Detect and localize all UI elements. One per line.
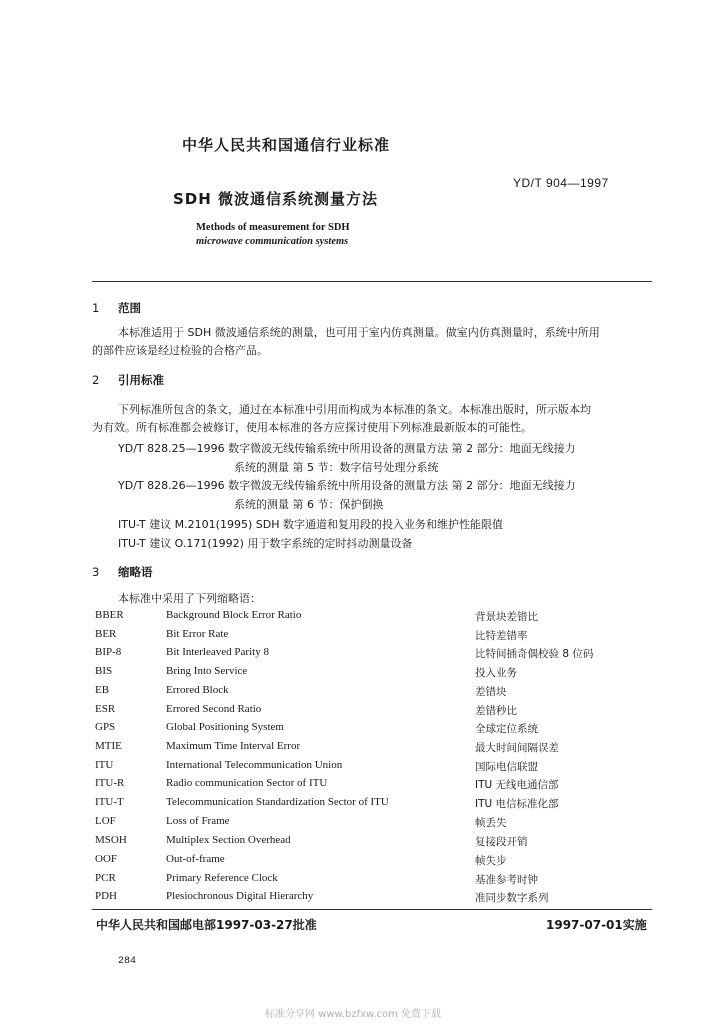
english-term: Multiplex Section Overhead (166, 834, 291, 846)
watermark: 标准分享网 www.bzfxw.com 免费下载 (265, 1009, 441, 1020)
section-2-heading (92, 372, 164, 388)
table-row (95, 609, 655, 627)
chinese-term: 帧失步 (475, 855, 507, 867)
reference-itu-m2101: ITU-T 建议 M.2101(1995) SDH 数字通道和复用段的投入业务和维护性能限值 (118, 518, 503, 531)
table-row (95, 703, 655, 721)
abbreviations-intro: 本标准中采用了下列缩略语： (118, 592, 261, 605)
chinese-term: 帧丢失 (475, 817, 507, 829)
section-title: 引用标准 (118, 373, 164, 387)
chinese-term: 比特间插奇偶校验 8 位码 (475, 648, 594, 660)
chinese-term: 国际电信联盟 (475, 761, 538, 773)
section-1-paragraph-line-1: 本标准适用于 SDH 微波通信系统的测量，也可用于室内仿真测量。做室内仿真测量时，系统中所用 (118, 326, 600, 339)
english-term: Primary Reference Clock (166, 872, 278, 884)
reference-2-line-2: 系统的测量 第 6 节：保护倒换 (234, 498, 384, 511)
english-term: Errored Block (166, 684, 229, 696)
english-term: Telecommunication Standardization Sector of ITU (166, 796, 389, 808)
abbreviation: ITU (95, 759, 114, 771)
abbreviation: OOF (95, 853, 118, 865)
chinese-term: 准同步数字系列 (475, 892, 549, 904)
section-number: 2 (92, 373, 100, 387)
abbreviation: BIP-8 (95, 646, 122, 658)
table-row (95, 759, 655, 777)
implementation-date: 1997-07-01实施 (546, 918, 647, 932)
english-title-line-2: microwave communication systems (196, 236, 349, 247)
english-term: Global Positioning System (166, 721, 284, 733)
english-term: Radio communication Sector of ITU (166, 777, 328, 789)
section-number: 1 (92, 301, 100, 315)
english-term: Background Block Error Ratio (166, 609, 302, 621)
abbreviation: MTIE (95, 740, 122, 752)
english-term: Bit Interleaved Parity 8 (166, 646, 269, 658)
english-term: Maximum Time Interval Error (166, 740, 301, 752)
table-row (95, 740, 655, 758)
header-divider (92, 281, 652, 282)
abbreviation: ITU-R (95, 777, 125, 789)
section-2-paragraph-line-1: 下列标准所包含的条文，通过在本标准中引用而构成为本标准的条文。本标准出版时，所示版本均 (118, 403, 591, 416)
abbreviation: ITU-T (95, 796, 124, 808)
chinese-term: 比特差错率 (475, 630, 528, 642)
approval-line: 中华人民共和国邮电部1997-03-27批准 (96, 918, 317, 932)
section-title: 范围 (118, 301, 141, 315)
table-row (95, 815, 655, 833)
section-number: 3 (92, 565, 100, 579)
abbreviation: LOF (95, 815, 116, 827)
section-1-paragraph-line-2: 的部件应该是经过检验的合格产品。 (92, 344, 268, 357)
section-3-heading (92, 564, 153, 580)
english-title-line-1: Methods of measurement for SDH (196, 222, 350, 233)
chinese-term: 复接段开销 (475, 836, 528, 848)
reference-1-line-2: 系统的测量 第 5 节：数字信号处理分系统 (234, 461, 439, 474)
chinese-term: 差错秒比 (475, 705, 517, 717)
table-row (95, 721, 655, 739)
abbreviation: EB (95, 684, 110, 696)
abbreviation: BER (95, 628, 117, 640)
abbreviation: BBER (95, 609, 124, 621)
english-term: Plesiochronous Digital Hierarchy (166, 890, 314, 902)
footer-divider (92, 909, 652, 910)
chinese-term: 差错块 (475, 686, 507, 698)
english-term: Bring Into Service (166, 665, 248, 677)
abbreviation: PCR (95, 872, 116, 884)
table-row (95, 890, 655, 908)
chinese-term: 最大时间间隔误差 (475, 742, 559, 754)
abbreviation: BIS (95, 665, 113, 677)
abbreviation: ESR (95, 703, 116, 715)
issuing-body-title: 中华人民共和国通信行业标准 (182, 136, 391, 154)
table-row (95, 777, 655, 795)
document-title: SDH 微波通信系统测量方法 (173, 190, 379, 208)
section-2-paragraph-line-2: 为有效。所有标准都会被修订，使用本标准的各方应探讨使用下列标准最新版本的可能性。 (92, 421, 532, 434)
chinese-term: ITU 无线电通信部 (475, 779, 559, 791)
english-term: Out-of-frame (166, 853, 225, 865)
chinese-term: ITU 电信标准化部 (475, 798, 559, 810)
reference-2-line-1: YD/T 828.26—1996 数字微波无线传输系统中所用设备的测量方法 第 2 部分：地面无线接力 (118, 479, 576, 492)
english-term: Bit Error Rate (166, 628, 229, 640)
abbreviation: GPS (95, 721, 116, 733)
abbreviation: MSOH (95, 834, 127, 846)
table-row (95, 684, 655, 702)
table-row (95, 872, 655, 890)
table-row (95, 665, 655, 683)
english-term: International Telecommunication Union (166, 759, 343, 771)
table-row (95, 853, 655, 871)
table-row (95, 628, 655, 646)
chinese-term: 投入业务 (475, 667, 517, 679)
chinese-term: 全球定位系统 (475, 723, 538, 735)
section-1-heading (92, 300, 141, 316)
standard-code: YD/T 904—1997 (513, 176, 609, 190)
abbreviation: PDH (95, 890, 118, 902)
table-row (95, 834, 655, 852)
table-row (95, 796, 655, 814)
reference-itu-o171: ITU-T 建议 O.171(1992) 用于数字系统的定时抖动测量设备 (118, 537, 413, 550)
reference-1-line-1: YD/T 828.25—1996 数字微波无线传输系统中所用设备的测量方法 第 2 部分：地面无线接力 (118, 442, 576, 455)
english-term: Loss of Frame (166, 815, 230, 827)
chinese-term: 背景块差错比 (475, 611, 538, 623)
table-row (95, 646, 655, 664)
page-number: 284 (118, 956, 137, 967)
english-term: Errored Second Ratio (166, 703, 262, 715)
chinese-term: 基准参考时钟 (475, 874, 538, 886)
section-title: 缩略语 (118, 565, 153, 579)
